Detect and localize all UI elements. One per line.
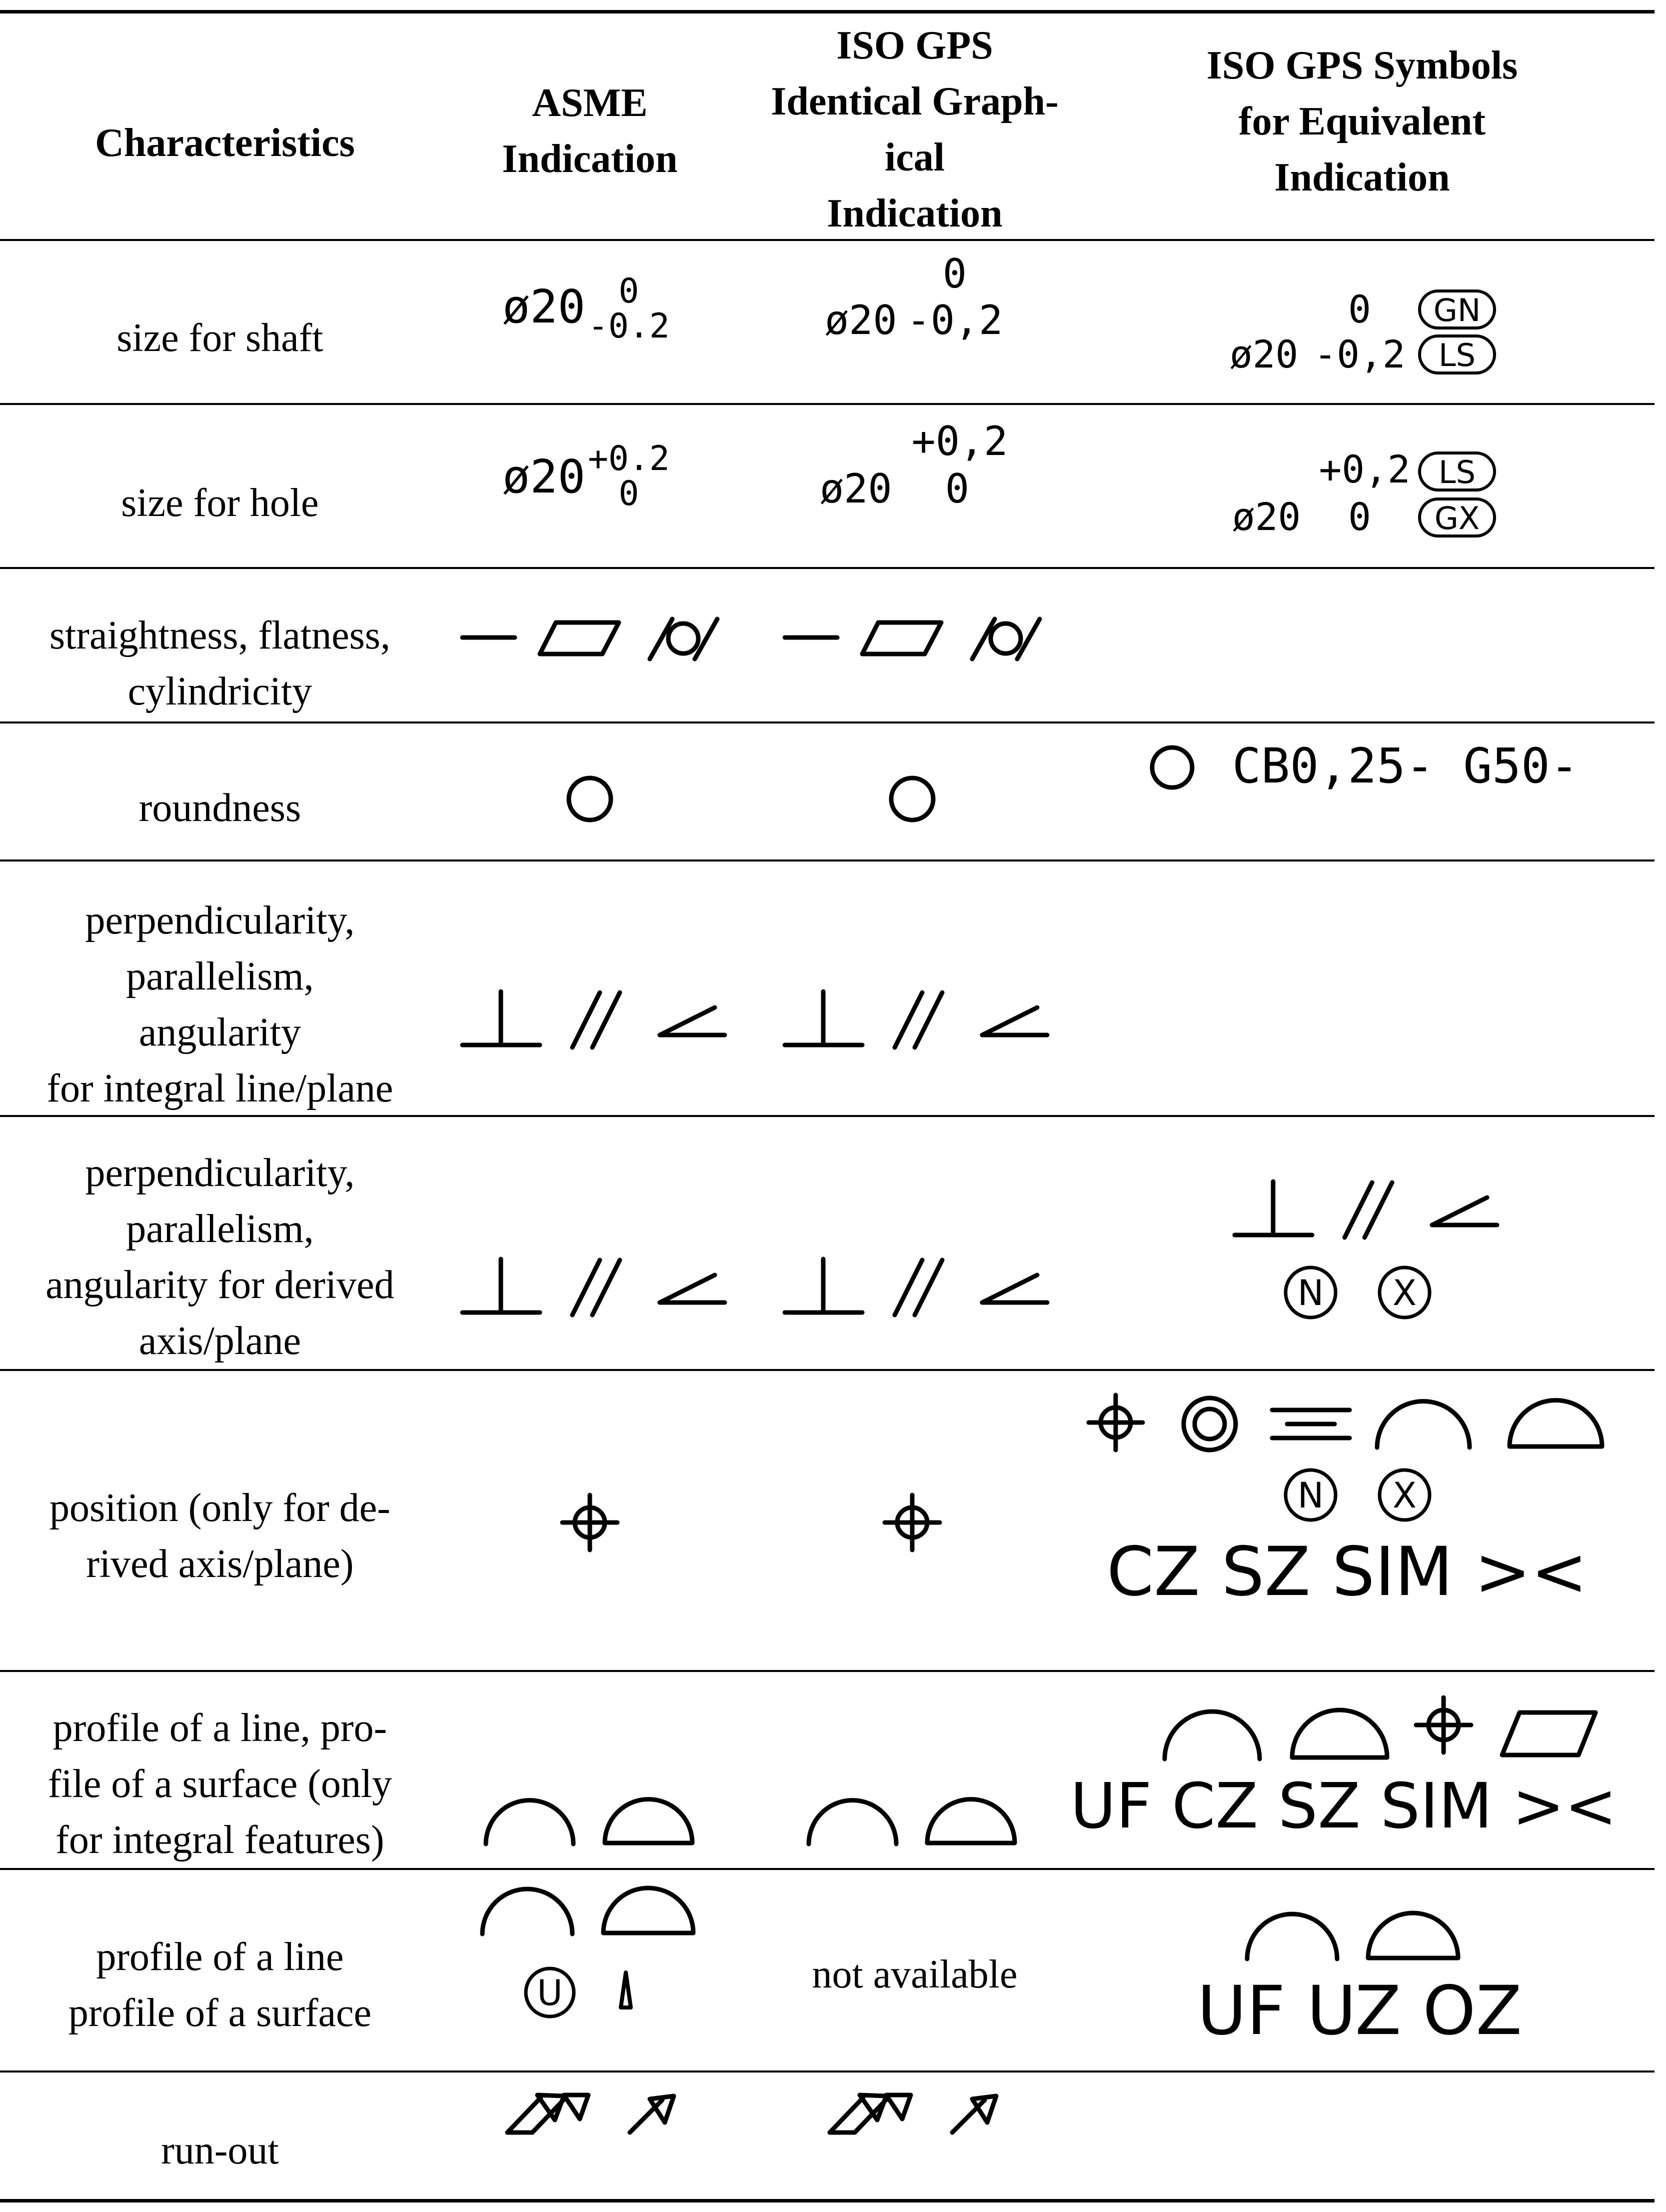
parallelism-icon — [895, 1260, 942, 1315]
angularity-icon — [982, 1008, 1047, 1035]
symmetry-icon — [1272, 1410, 1350, 1438]
svg-text:CZ SZ SIM ><: CZ SZ SIM >< — [1107, 1532, 1588, 1611]
line-profile-icon — [1377, 1402, 1470, 1448]
profile-integral-iso-equivalent — [1070, 1698, 1617, 1842]
surface-profile-icon — [1368, 1913, 1458, 1958]
surface-profile-icon — [927, 1800, 1015, 1844]
angularity-icon — [1432, 1198, 1497, 1225]
position-icon — [1089, 1395, 1143, 1450]
orientation-derived-iso-equivalent — [1235, 1182, 1497, 1318]
svg-text:X: X — [1393, 1475, 1417, 1516]
svg-text:LS: LS — [1439, 337, 1476, 374]
svg-text:+0.2: +0.2 — [588, 439, 670, 478]
surface-profile-icon — [603, 1888, 693, 1933]
characteristic-runout: run-out — [161, 2128, 279, 2172]
total-runout-icon — [507, 2095, 588, 2132]
svg-text:N: N — [1297, 1475, 1324, 1516]
svg-text:CB0,25- G50-: CB0,25- G50- — [1232, 738, 1579, 794]
roundness-icon — [1152, 748, 1192, 788]
shaft-iso-tolerance — [825, 250, 1003, 344]
profile-iso-equivalent — [1197, 1913, 1522, 2050]
profile-asme — [482, 1888, 693, 2016]
svg-text:ø20: ø20 — [502, 280, 586, 334]
unequal-zone-icon — [621, 1972, 631, 2008]
svg-text:X: X — [1393, 1272, 1417, 1314]
characteristic-profile: profile of a line profile of a surface — [68, 1935, 372, 2035]
angularity-icon — [982, 1275, 1047, 1302]
perpendicularity-icon — [1235, 1182, 1312, 1235]
circular-runout-icon — [630, 2096, 674, 2132]
svg-text:-0,2: -0,2 — [1314, 332, 1406, 376]
roundness-iso-equivalent — [1152, 738, 1579, 794]
svg-text:-0,2: -0,2 — [906, 297, 1003, 344]
header-characteristics: Characteristics — [95, 121, 355, 165]
header-iso-equivalent: ISO GPS Symbols for Equivalent Indication — [1206, 44, 1518, 200]
characteristic-position: position (only for de- rived axis/plane) — [49, 1486, 391, 1586]
svg-text:+0,2: +0,2 — [1319, 447, 1411, 492]
svg-text:N: N — [1297, 1272, 1324, 1314]
svg-text:+0,2: +0,2 — [911, 418, 1008, 464]
flatness-icon — [540, 622, 619, 654]
line-profile-icon — [1165, 1712, 1260, 1759]
parallelism-icon — [572, 992, 620, 1048]
svg-text:ø20: ø20 — [820, 466, 892, 512]
svg-text:UF UZ OZ: UF UZ OZ — [1197, 1972, 1522, 2050]
form-symbols-iso — [785, 619, 1040, 659]
line-profile-icon — [1247, 1914, 1337, 1959]
position-icon — [562, 1495, 617, 1550]
shaft-iso-equivalent — [1230, 287, 1495, 376]
characteristic-orientation-integral: perpendicularity, parallelism, angularity for integral line/plane — [46, 898, 393, 1110]
orientation-symbols-iso — [785, 992, 1047, 1048]
svg-text:UF CZ SZ SIM ><: UF CZ SZ SIM >< — [1070, 1770, 1617, 1842]
diameter-symbol: ø — [502, 280, 530, 334]
hole-asme-tolerance — [502, 439, 670, 514]
surface-profile-icon — [605, 1800, 692, 1844]
total-runout-icon — [830, 2095, 911, 2132]
svg-text:0: 0 — [1348, 494, 1371, 539]
not-available-text: not available — [812, 1952, 1018, 1996]
surface-profile-icon — [1510, 1400, 1602, 1447]
svg-text:0: 0 — [618, 474, 639, 514]
header-iso-identical: ISO GPS Identical Graph- ical Indication — [771, 24, 1059, 236]
position-icon — [885, 1495, 940, 1550]
characteristic-roundness: roundness — [138, 786, 301, 830]
position-iso-equivalent — [1089, 1395, 1602, 1611]
profile-integral-asme — [486, 1800, 692, 1844]
circular-runout-icon — [952, 2096, 996, 2132]
line-profile-icon — [482, 1889, 572, 1934]
flatness-icon — [1502, 1712, 1596, 1755]
cylindricity-icon — [972, 619, 1040, 659]
svg-text:GN: GN — [1433, 292, 1481, 328]
svg-text:LS: LS — [1439, 454, 1476, 490]
svg-text:ø20: ø20 — [502, 450, 586, 504]
perpendicularity-icon — [462, 1259, 540, 1312]
line-profile-icon — [809, 1800, 896, 1844]
perpendicularity-icon — [462, 992, 540, 1045]
concentricity-icon — [1184, 1398, 1236, 1450]
profile-integral-iso — [809, 1800, 1015, 1844]
parallelism-icon — [1345, 1182, 1392, 1238]
svg-text:0: 0 — [1348, 287, 1371, 332]
line-profile-icon — [486, 1800, 573, 1844]
parallelism-icon — [572, 1260, 620, 1315]
characteristic-size-hole: size for hole — [121, 481, 319, 525]
angularity-icon — [660, 1008, 725, 1035]
svg-text:U: U — [537, 1972, 563, 2014]
characteristic-size-shaft: size for shaft — [116, 316, 323, 360]
characteristic-form: straightness, flatness, cylindricity — [49, 614, 391, 714]
surface-profile-icon — [1292, 1710, 1387, 1758]
parallelism-icon — [895, 992, 942, 1048]
svg-text:0: 0 — [618, 272, 639, 311]
orientation-derived-asme — [462, 1259, 725, 1315]
characteristic-orientation-derived: perpendicularity, parallelism, angularity for derived axis/plane — [45, 1151, 394, 1363]
svg-text:0: 0 — [942, 250, 967, 297]
position-icon — [1416, 1698, 1471, 1752]
orientation-symbols-asme — [462, 992, 725, 1048]
flatness-icon — [862, 622, 941, 654]
perpendicularity-icon — [785, 1259, 862, 1312]
svg-text:0: 0 — [945, 466, 970, 512]
svg-text:ø20: ø20 — [1232, 494, 1301, 539]
orientation-derived-iso — [785, 1259, 1047, 1315]
svg-text:ø20: ø20 — [1230, 332, 1299, 376]
characteristic-profile-integral: profile of a line, pro- file of a surface (only for integral features) — [47, 1706, 392, 1862]
angularity-icon — [660, 1275, 725, 1302]
form-symbols-asme — [462, 619, 717, 659]
roundness-icon — [891, 778, 933, 820]
svg-text:ø20: ø20 — [825, 297, 897, 344]
cylindricity-icon — [650, 619, 717, 659]
shaft-asme-tolerance — [502, 272, 670, 346]
svg-text:GX: GX — [1434, 500, 1480, 536]
roundness-icon — [569, 778, 611, 820]
hole-iso-equivalent — [1232, 447, 1495, 539]
svg-text:-0.2: -0.2 — [588, 306, 670, 346]
header-asme: ASME Indication — [502, 81, 678, 181]
hole-iso-tolerance — [820, 418, 1008, 512]
perpendicularity-icon — [785, 992, 862, 1045]
